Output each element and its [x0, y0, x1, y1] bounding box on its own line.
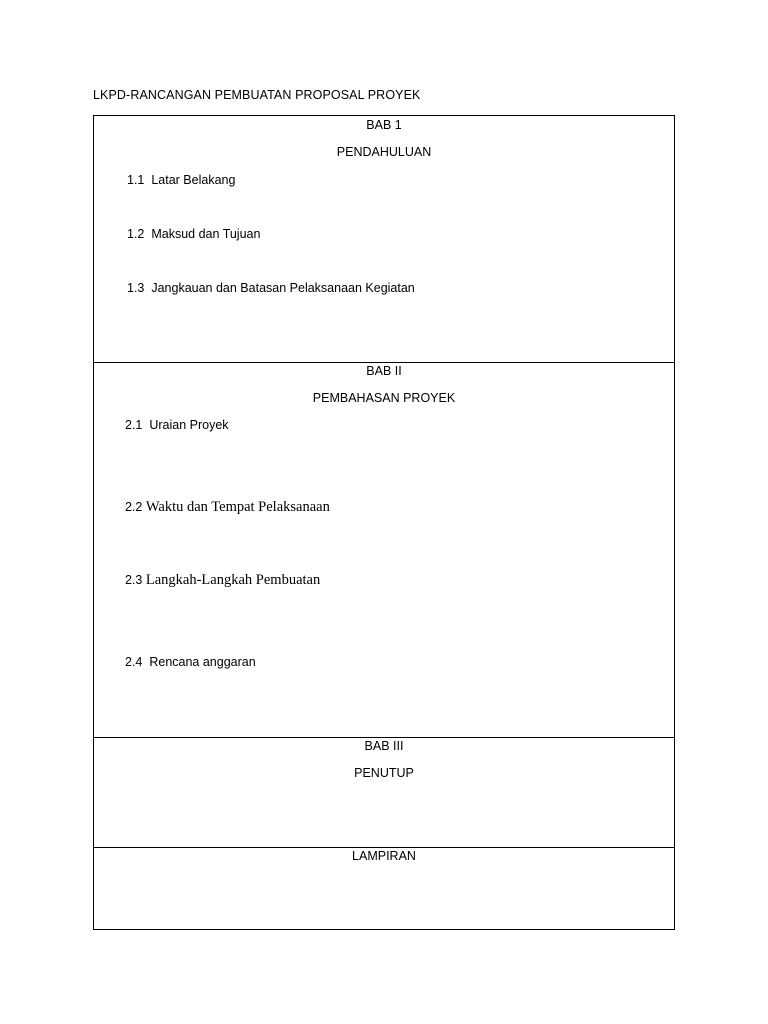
item-number: 1.1	[127, 173, 145, 187]
item-number: 2.2	[125, 500, 143, 514]
item-label: Latar Belakang	[151, 173, 236, 187]
outline-item-1-1	[127, 173, 235, 187]
section-bab-1	[94, 116, 674, 362]
outline-item-1-3	[127, 281, 415, 295]
proposal-outline-table	[93, 115, 675, 930]
outline-item-2-2	[125, 499, 330, 516]
chapter-heading: PEMBAHASAN PROYEK	[312, 391, 456, 405]
section-bab-3	[94, 737, 674, 847]
section-bab-2	[94, 362, 674, 737]
item-label: Uraian Proyek	[149, 418, 229, 432]
outline-item-2-1	[125, 418, 229, 432]
outline-item-2-4	[125, 655, 256, 669]
document-title: LKPD-RANCANGAN PEMBUATAN PROPOSAL PROYEK	[93, 88, 421, 102]
chapter-label: BAB III	[364, 739, 404, 753]
chapter-heading: LAMPIRAN	[352, 849, 416, 863]
item-label: Waktu dan Tempat Pelaksanaan	[145, 499, 330, 515]
item-number: 1.2	[127, 227, 145, 241]
chapter-heading: PENDAHULUAN	[336, 145, 432, 159]
item-label: Langkah-Langkah Pembuatan	[145, 572, 321, 588]
chapter-heading: PENUTUP	[354, 766, 414, 780]
outline-item-1-2	[127, 227, 260, 241]
item-number: 1.3	[127, 281, 145, 295]
chapter-label: BAB 1	[366, 118, 402, 132]
item-number: 2.3	[125, 573, 143, 587]
item-label: Maksud dan Tujuan	[151, 227, 261, 241]
item-label: Jangkauan dan Batasan Pelaksanaan Kegiatan	[151, 281, 415, 295]
section-lampiran	[94, 847, 674, 929]
item-number: 2.1	[125, 418, 143, 432]
chapter-label: BAB II	[366, 364, 402, 378]
item-number: 2.4	[125, 655, 143, 669]
item-label: Rencana anggaran	[149, 655, 256, 669]
outline-item-2-3	[125, 572, 320, 589]
